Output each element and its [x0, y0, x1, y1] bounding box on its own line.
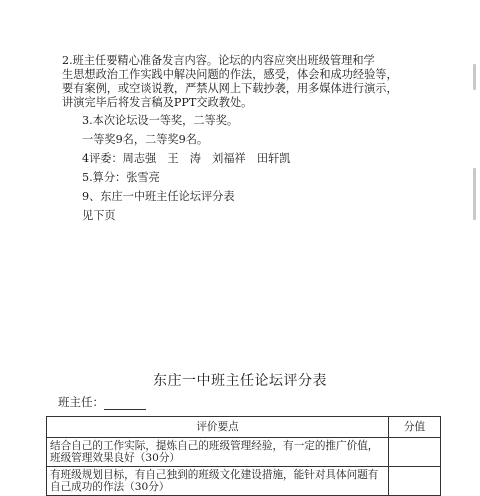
paragraph-line: 要有案例，或空谈说教，严禁从网上下载抄袭，用多媒体进行演示，	[62, 82, 398, 95]
scroll-indicator	[473, 168, 476, 220]
scorer: 5.算分：张雪亮	[82, 171, 160, 184]
table-row	[47, 438, 441, 467]
paragraph-line: 生思想政治工作实践中解决问题的作法，感受，体会和成功经验等，	[62, 68, 398, 81]
header-criteria: 评价要点	[47, 417, 389, 438]
score-cell	[389, 438, 441, 467]
header-score: 分值	[389, 417, 441, 438]
teacher-field	[58, 394, 146, 410]
judges: 4评委：周志强 王 涛 刘福祥 田轩凯	[82, 152, 291, 165]
paragraph-line: 2.班主任要精心准备发言内容。论坛的内容应突出班级管理和学	[62, 54, 375, 67]
score-table	[46, 416, 441, 496]
teacher-label: 班主任：	[58, 395, 104, 409]
criteria-cell: 有班级规划目标，有自己独到的班级文化建设措施，能针对具体问题有自己成功的作法（30分）	[47, 467, 389, 496]
award-setting: 3.本次论坛设一等奖，二等奖。	[82, 114, 239, 127]
criteria-cell: 结合自己的工作实际，提炼自己的班级管理经验，有一定的推广价值，班级管理效果良好（30分）	[47, 438, 389, 467]
scroll-indicator	[473, 64, 476, 90]
score-sheet-heading: 9、东庄一中班主任论坛评分表	[82, 190, 235, 203]
score-sheet-title: 东庄一中班主任论坛评分表	[153, 373, 327, 389]
score-cell	[389, 467, 441, 496]
table-header-row	[47, 417, 441, 438]
award-counts: 一等奖9名，二等奖9名。	[82, 133, 209, 146]
table-row	[47, 467, 441, 496]
paragraph-line: 讲演完毕后将发言稿及PPT交政教处。	[62, 96, 253, 109]
teacher-blank	[104, 399, 146, 410]
see-next-page: 见下页	[82, 209, 116, 222]
